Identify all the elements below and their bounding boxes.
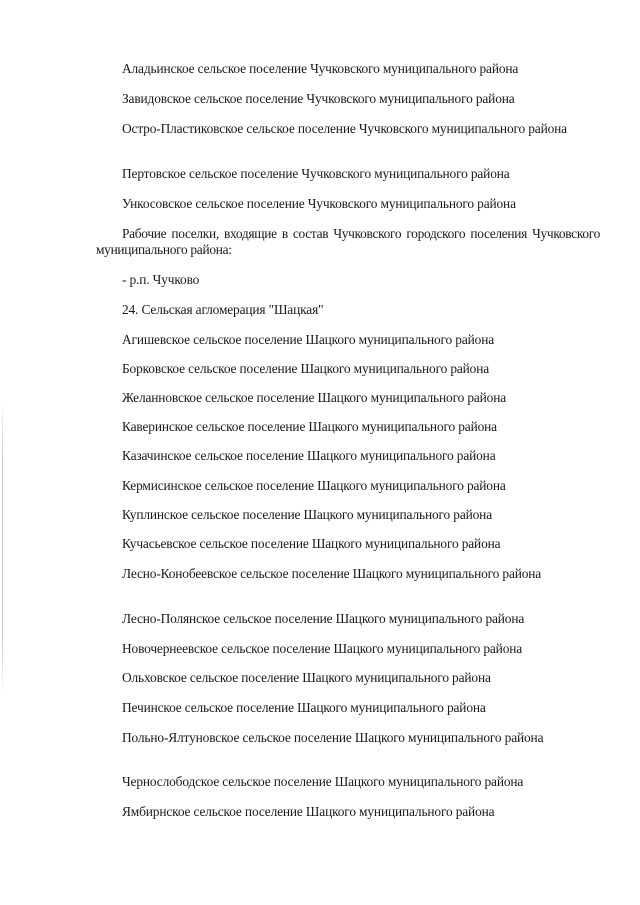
paragraph: Каверинское сельское поселение Шацкого муниципального района xyxy=(122,419,497,434)
paragraph: Кермисинское сельское поселение Шацкого муниципального района xyxy=(122,478,506,493)
paragraph: Казачинское сельское поселение Шацкого муниципального района xyxy=(122,448,496,463)
paragraph: Куплинское сельское поселение Шацкого муниципального района xyxy=(122,507,492,522)
paragraph: Печинское сельское поселение Шацкого муниципального района xyxy=(122,700,486,715)
paragraph: Остро-Пластиковское сельское поселение Чучковского муниципального района xyxy=(122,121,567,136)
paragraph: Ольховское сельское поселение Шацкого муниципального района xyxy=(122,670,491,685)
paragraph: Желанновское сельское поселение Шацкого муниципального района xyxy=(122,390,507,405)
scan-edge-mark xyxy=(2,398,3,698)
paragraph: Рабочие поселки, входящие в состав Чучковского городского поселения Чучковского муниципального района: xyxy=(96,226,600,257)
paragraph: Лесно-Конобеевское сельское поселение Шацкого муниципального района xyxy=(122,566,542,581)
paragraph: Завидовское сельское поселение Чучковского муниципального района xyxy=(122,91,515,106)
section-heading: 24. Сельская агломерация "Шацкая" xyxy=(122,302,324,317)
paragraph: Ункосовское сельское поселение Чучковского муниципального района xyxy=(122,196,516,211)
paragraph: Агишевское сельское поселение Шацкого муниципального района xyxy=(122,332,495,347)
paragraph: Кучасьевское сельское поселение Шацкого муниципального района xyxy=(122,536,501,551)
paragraph: Борковское сельское поселение Шацкого муниципального района xyxy=(122,361,490,376)
paragraph: Ямбирнское сельское поселение Шацкого муниципального района xyxy=(122,804,495,819)
paragraph: Польно-Ялтуновское сельское поселение Шацкого муниципального района xyxy=(122,730,544,745)
paragraph: Аладьинское сельское поселение Чучковского муниципального района xyxy=(122,61,519,76)
paragraph: Пертовское сельское поселение Чучковского муниципального района xyxy=(122,166,510,181)
paragraph: Лесно-Полянское сельское поселение Шацкого муниципального района xyxy=(122,611,525,626)
paragraph: Новочернеевское сельское поселение Шацкого муниципального района xyxy=(122,641,523,656)
paragraph: Чернослободское сельское поселение Шацкого муниципального района xyxy=(122,774,524,789)
paragraph: - р.п. Чучково xyxy=(122,272,200,287)
